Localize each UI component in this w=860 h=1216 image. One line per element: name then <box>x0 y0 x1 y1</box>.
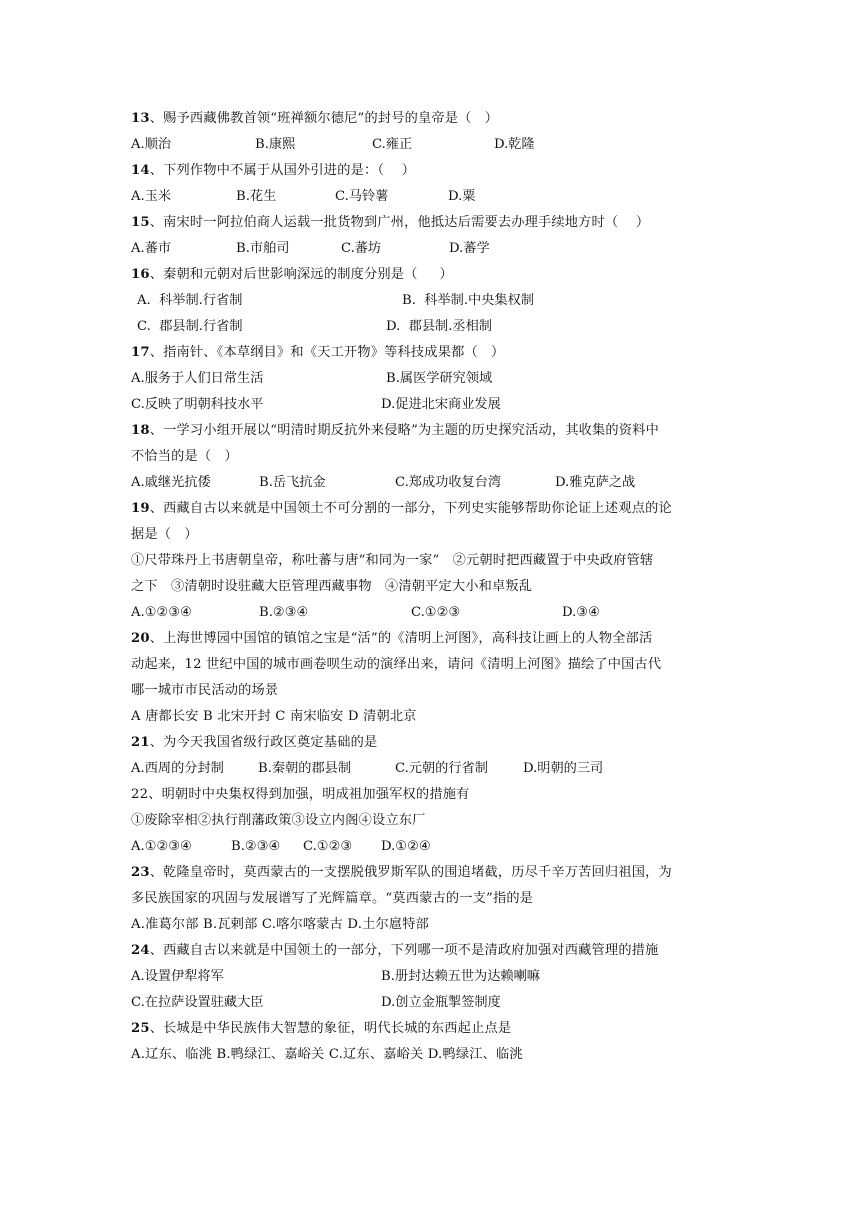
question-text: 、秦朝和元朝对后世影响深远的制度分别是（ ） <box>149 267 453 282</box>
q14-option-d: D.粟 <box>448 189 476 204</box>
question-18-stem <box>131 422 659 440</box>
q17-option-a: A.服务于人们日常生活 <box>131 371 264 386</box>
q18-option-c: C.郑成功收复台湾 <box>395 475 502 490</box>
question-number: 25 <box>131 1021 150 1036</box>
question-text: 、南宋时一阿拉伯商人运载一批货物到广州，他抵达后需要去办理手续地方时（ ） <box>149 215 650 230</box>
question-number: 22 <box>131 787 149 802</box>
q13-option-b: B.康熙 <box>255 137 296 152</box>
question-20-stem <box>131 630 652 648</box>
question-20-stem-cont: 动起来，12 世纪中国的城市画卷呗生动的演绎出来，请问《清明上河图》描绘了中国古代 <box>131 657 662 672</box>
q16-option-b: B. 科举制.中央集权制 <box>402 293 534 308</box>
question-number: 21 <box>131 735 150 750</box>
question-text: 、西藏自古以来就是中国领土的一部分，下列哪一项不是清政府加强对西藏管理的措施 <box>149 943 659 958</box>
q25-options: A.辽东、临洮 B.鸭绿江、嘉峪关 C.辽东、嘉峪关 D.鸭绿江、临洮 <box>131 1047 523 1062</box>
question-number: 16 <box>131 267 150 282</box>
q24-option-c: C.在拉萨设置驻藏大臣 <box>131 995 264 1010</box>
question-text: 、为今天我国省级行政区奠定基础的是 <box>149 735 378 750</box>
question-23-stem-cont: 多民族国家的巩固与发展谱写了光辉篇章。“莫西蒙古的一支”指的是 <box>131 891 534 906</box>
q22-option-c: C.①②③ <box>303 839 353 854</box>
question-text: 、一学习小组开展以“明清时期反抗外来侵略”为主题的历史探究活动，其收集的资料中 <box>149 423 659 438</box>
question-20-stem-cont-2: 哪一城市市民活动的场景 <box>131 683 279 698</box>
q14-option-a: A.玉米 <box>131 189 172 204</box>
question-number: 24 <box>131 943 150 958</box>
q22-option-b: B.②③④ <box>231 839 281 854</box>
q19-option-d: D.③④ <box>562 605 600 620</box>
question-13-stem <box>131 110 498 128</box>
q21-option-a: A.西周的分封制 <box>131 761 224 776</box>
q21-option-b: B.秦朝的郡县制 <box>258 761 352 776</box>
q17-option-b: B.属医学研究领域 <box>386 371 493 386</box>
question-number: 23 <box>131 865 150 880</box>
q16-option-d: D. 郡县制.丞相制 <box>386 319 492 334</box>
q18-option-d: D.雅克萨之战 <box>555 475 636 490</box>
question-19-stem-cont: 据是（ ） <box>131 527 198 542</box>
question-number: 17 <box>131 345 150 360</box>
question-16-stem <box>131 266 453 284</box>
question-18-stem-cont: 不恰当的是（ ） <box>131 449 238 464</box>
q15-option-a: A.蕃市 <box>131 241 172 256</box>
q24-option-d: D.创立金瓶掣签制度 <box>381 995 501 1010</box>
q21-option-d: D.明朝的三司 <box>523 761 604 776</box>
q18-option-b: B.岳飞抗金 <box>259 475 326 490</box>
question-22-extra: ①废除宰相②执行削藩政策③设立内阁④设立东厂 <box>131 813 426 828</box>
question-number: 20 <box>131 631 150 646</box>
q16-option-a: A. 科举制.行省制 <box>137 293 243 308</box>
q13-option-d: D.乾隆 <box>494 137 535 152</box>
question-19-extra-2: 之下 ③清朝时设驻藏大臣管理西藏事物 ④清朝平定大小和卓叛乱 <box>131 579 533 594</box>
q17-option-d: D.促进北宋商业发展 <box>381 397 501 412</box>
q21-option-c: C.元朝的行省制 <box>395 761 488 776</box>
q19-option-b: B.②③④ <box>259 605 309 620</box>
q22-option-a: A.①②③④ <box>131 839 193 854</box>
question-number: 15 <box>131 215 150 230</box>
q14-option-c: C.马铃薯 <box>335 189 389 204</box>
question-23-stem <box>131 864 672 882</box>
question-15-stem <box>131 214 649 232</box>
q16-option-c: C. 郡县制.行省制 <box>137 319 243 334</box>
question-text: 、赐予西藏佛教首领“班禅额尔德尼”的封号的皇帝是（ ） <box>149 111 499 126</box>
q18-option-a: A.戚继光抗倭 <box>131 475 211 490</box>
question-19-extra-1: ①尺带珠丹上书唐朝皇帝，称吐蕃与唐“和同为一家” ②元朝时把西藏置于中央政府管辖 <box>131 553 654 568</box>
question-number: 18 <box>131 423 150 438</box>
q19-option-a: A.①②③④ <box>131 605 193 620</box>
question-text: 、下列作物中不属于从国外引进的是：（ ） <box>149 163 416 178</box>
question-25-stem <box>131 1020 511 1038</box>
question-number: 13 <box>131 111 150 126</box>
question-24-stem <box>131 942 659 960</box>
q22-option-d: D.①②④ <box>381 839 431 854</box>
question-text: 、指南针、《本草纲目》和《天工开物》等科技成果都（ ） <box>149 345 505 360</box>
question-text: 、西藏自古以来就是中国领土不可分割的一部分，下列史实能够帮助你论证上述观点的论 <box>149 501 672 516</box>
q15-option-c: C.蕃坊 <box>341 241 382 256</box>
q14-option-b: B.花生 <box>236 189 277 204</box>
q24-option-b: B.册封达赖五世为达赖喇嘛 <box>381 969 540 984</box>
q20-options: A 唐都长安 B 北宋开封 C 南宋临安 D 清朝北京 <box>131 709 417 724</box>
question-text: 、长城是中华民族伟大智慧的象征，明代长城的东西起止点是 <box>149 1021 512 1036</box>
q19-option-c: C.①②③ <box>411 605 461 620</box>
q15-option-d: D.蕃学 <box>449 241 490 256</box>
q13-option-a: A.顺治 <box>131 137 172 152</box>
question-17-stem <box>131 344 504 362</box>
question-19-stem <box>131 500 672 518</box>
question-number: 14 <box>131 163 150 178</box>
q15-option-b: B.市舶司 <box>236 241 290 256</box>
q24-option-a: A.设置伊犁将军 <box>131 969 224 984</box>
question-text: 、明朝时中央集权得到加强，明成祖加强军权的措施有 <box>148 787 470 802</box>
q17-option-c: C.反映了明朝科技水平 <box>131 397 264 412</box>
q13-option-c: C.雍正 <box>372 137 413 152</box>
question-text: 、上海世博园中国馆的镇馆之宝是“活”的《清明上河图》，高科技让画上的人物全部活 <box>149 631 653 646</box>
q23-options: A.准葛尔部 B.瓦剌部 C.喀尔喀蒙古 D.土尔扈特部 <box>131 917 430 932</box>
question-14-stem <box>131 162 415 180</box>
question-21-stem <box>131 734 377 752</box>
question-number: 19 <box>131 501 150 516</box>
question-22-stem <box>131 786 470 804</box>
question-text: 、乾隆皇帝时，莫西蒙古的一支摆脱俄罗斯军队的围追堵截，历尽千辛万苦回归祖国，为 <box>149 865 672 880</box>
